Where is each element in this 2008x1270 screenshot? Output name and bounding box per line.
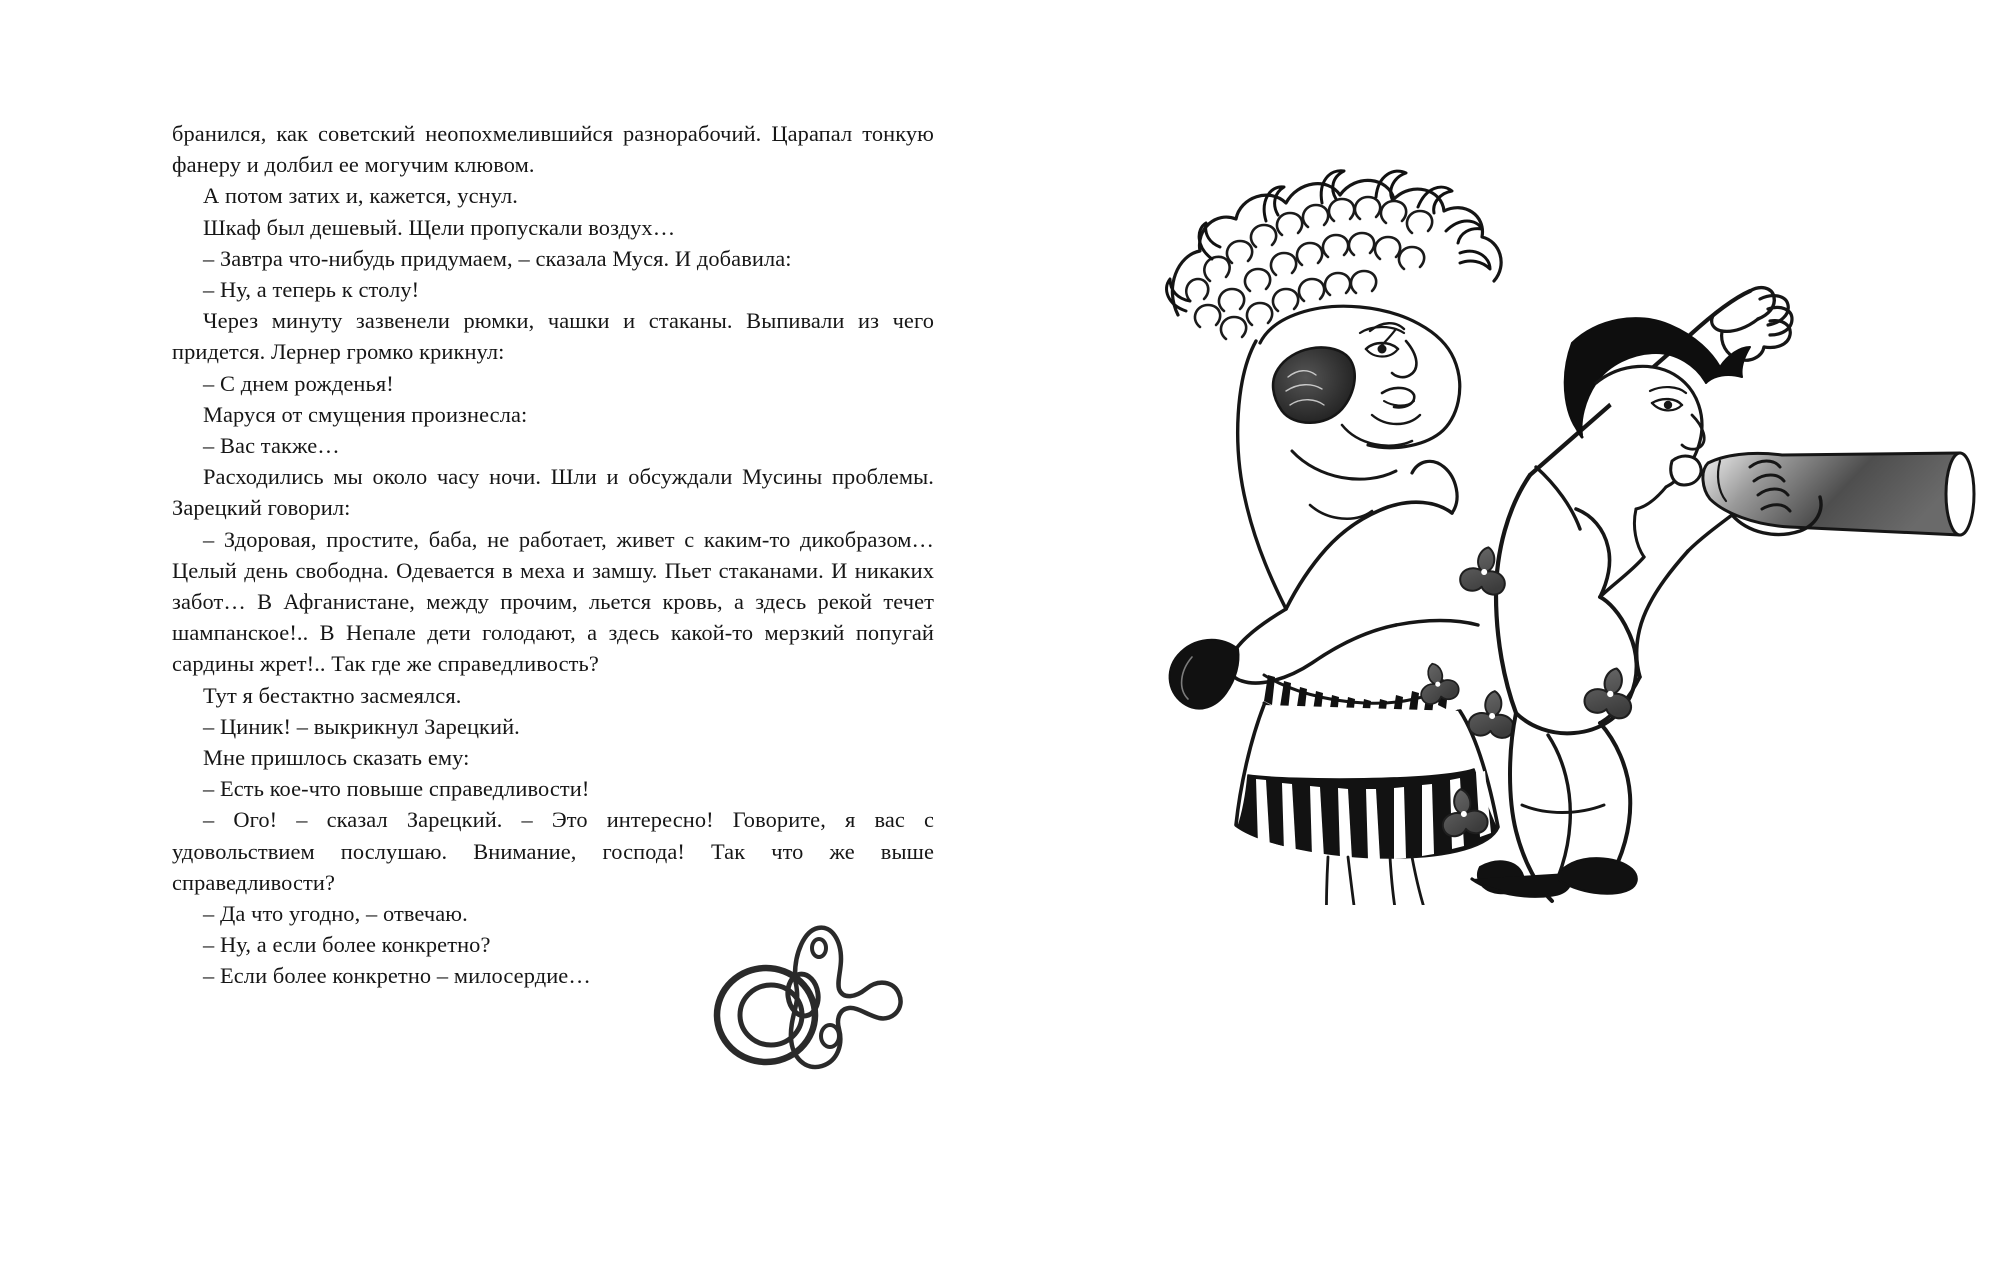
paragraph-19: – Если более конкретно – милосердие… <box>203 963 591 989</box>
paragraph-8: Маруся от смущения произнесла: <box>203 401 528 427</box>
paragraph-12: Тут я бестактно засмеялся. <box>203 682 462 708</box>
paragraph-5: – Ну, а теперь к столу! <box>203 277 420 303</box>
pacifier-ornament <box>700 905 930 1095</box>
paragraph-4: – Завтра что-нибудь придумаем, – сказала Муся. И добавила: <box>203 245 792 271</box>
paragraph-15: – Есть кое-что повыше справедливости! <box>203 776 590 802</box>
paragraph-10: Расходились мы около часу ночи. Шли и обсуждали Мусины проблемы. Зарецкий говорил: <box>172 464 934 521</box>
paragraph-6: Через минуту зазвенели рюмки, чашки и стаканы. Выпивали из чего придется. Лернер громко крикнул: <box>172 308 934 365</box>
paragraph-7: – С днем рожденья! <box>203 370 394 396</box>
paragraph-18: – Ну, а если более конкретно? <box>203 932 491 958</box>
paragraph-14: Мне пришлось сказать ему: <box>203 745 470 771</box>
text-column <box>172 118 934 992</box>
paragraph-3: Шкаф был дешевый. Щели пропускали воздух… <box>203 214 676 240</box>
paragraph-2: А потом затих и, кажется, уснул. <box>203 183 518 209</box>
paragraph-13: – Циник! – выкрикнул Зарецкий. <box>203 713 520 739</box>
paragraph-16: – Ого! – сказал Зарецкий. – Это интересно! Говорите, я вас с удовольствием послушаю. Внимание, господа! Так что же выше справедливости? <box>172 807 934 895</box>
paragraph-17: – Да что угодно, – отвечаю. <box>203 901 468 927</box>
paragraph-9: – Вас также… <box>203 433 340 459</box>
paragraph-11: – Здоровая, простите, баба, не работает, живет с каким-то дикобразом… Целый день свободна. Одевается в меха и замшу. Пьет стаканами. И никаких забот… В Афганистане, между прочим, льется кровь, а здесь рекой течет шампанское!.. В Непале дети голодают, а здесь какой-то мерзкий попугай сардины жрет!.. Так где же справедливость? <box>172 526 934 677</box>
dancing-couple-illustration <box>1060 115 1990 905</box>
paragraph-1: бранился, как советский неопохмелившийся разнорабочий. Царапал тонкую фанеру и долбил ее могучим клювом. <box>172 121 934 178</box>
